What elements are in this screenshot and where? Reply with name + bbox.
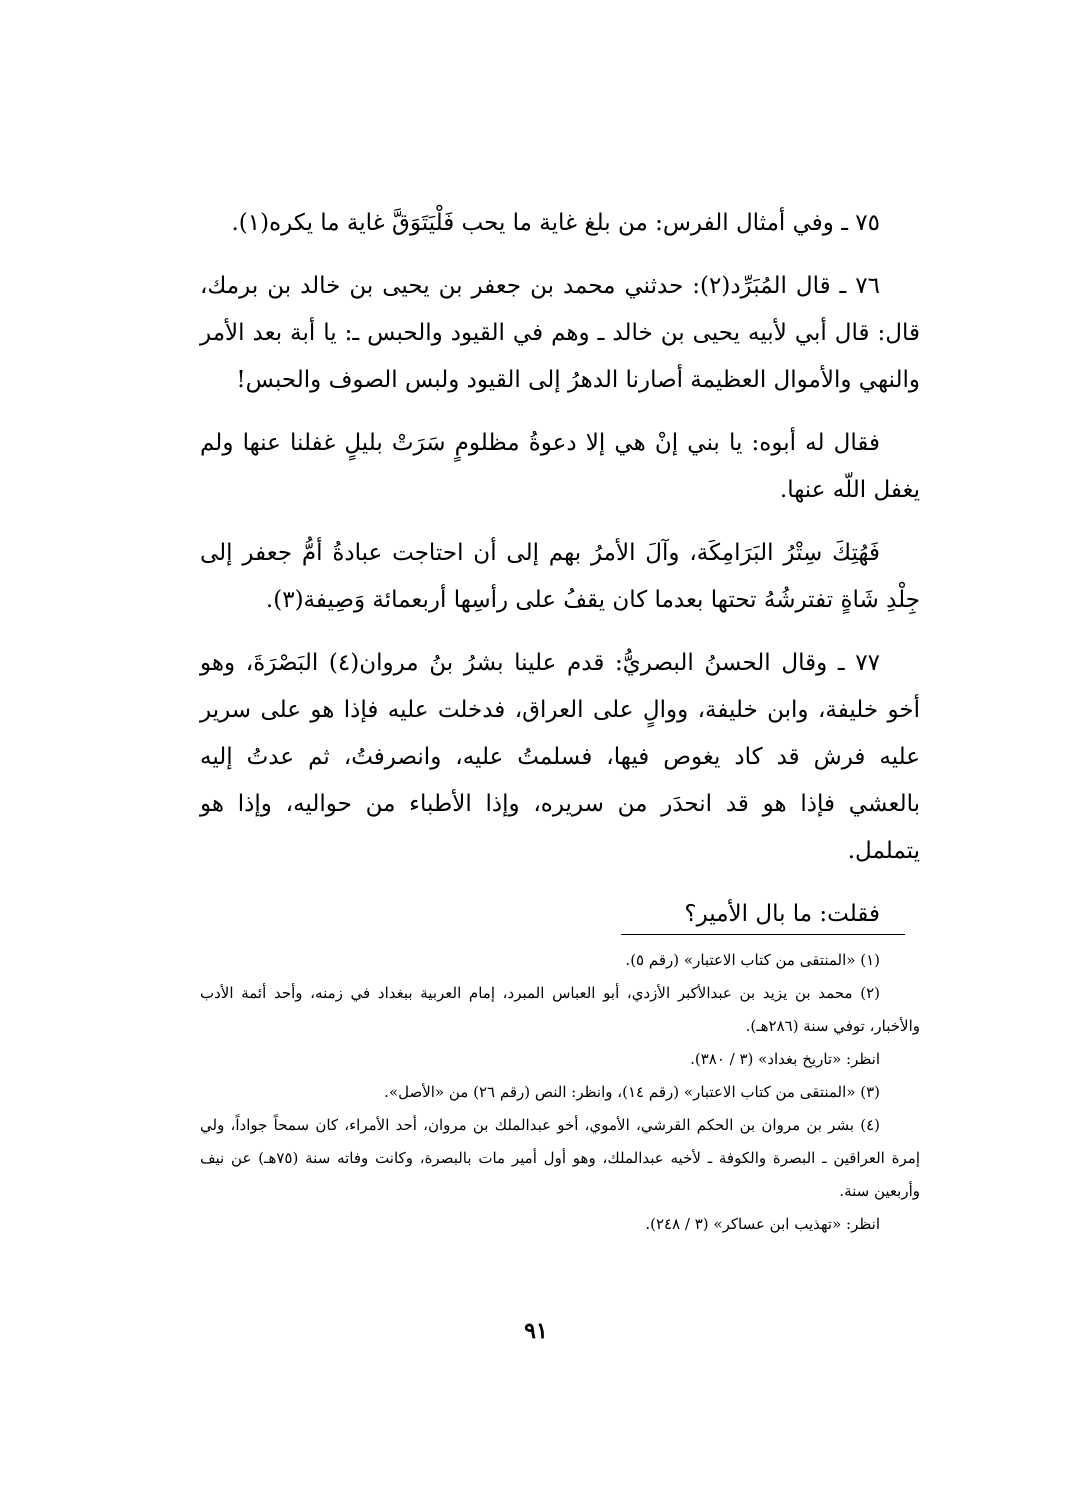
footnote-1: (١) «المنتقى من كتاب الاعتبار» (رقم ٥). <box>625 951 880 969</box>
footnote-4: (٤) بشر بن مروان بن الحكم القرشي، الأموي، أخو عبدالملك بن مروان، أحد الأمراء، كان سمحاً جواداً، ولي إمرة العراقين ـ البصرة والكوفة ـ لأخيه عبدالملك، وهو أول أمير مات بالبصرة، وكانت وفاته سنة (٧٥هـ) عن نيف وأربعين سنة. <box>200 1116 920 1200</box>
footnote-4-reference: انظر: «تهذيب ابن عساكر» (٣ / ٢٤٨). <box>645 1215 880 1233</box>
main-text <box>200 200 920 938</box>
page-number: ٩١ <box>524 1318 548 1344</box>
footnotes <box>200 944 920 1241</box>
paragraph-75: ٧٥ ـ وفي أمثال الفرس: من بلغ غاية ما يحب فَلْيَتَوَقَّ غاية ما يكره(١). <box>231 210 880 236</box>
paragraph-77: ٧٧ ـ وقال الحسنُ البصريُّ: قدم علينا بشرُ بنُ مروان(٤) البَصْرَةَ، وهو أخو خليفة، وابن خليفة، ووالٍ على العراق، فدخلت عليه فإذا هو على سرير عليه فرش قد كاد يغوص فيها، فسلمتُ عليه، وانصرفتُ، ثم عدتُ إليه بالعشي فإذا هو قد انحدَر من سريره، وإذا الأطباء من حواليه، وإذا هو يتململ. <box>200 650 920 864</box>
paragraph-76: ٧٦ ـ قال المُبَرِّد(٢): حدثني محمد بن جعفر بن يحيى بن خالد بن برمك، قال: قال أبي لأبيه يحيى بن خالد ـ وهم في القيود والحبس ـ: يا أبة بعد الأمر والنهي والأموال العظيمة أصارنا الدهرُ إلى القيود ولبس الصوف والحبس! <box>200 273 920 393</box>
footnote-3: (٣) «المنتقى من كتاب الاعتبار» (رقم ١٤)، وانظر: النص (رقم ٢٦) من «الأصل». <box>384 1083 880 1101</box>
footnote-divider <box>621 934 905 935</box>
paragraph-barmakids: فَهُتِكَ سِتْرُ البَرَامِكَة، وآلَ الأمرُ بهم إلى أن احتاجت عبادةُ أمُّ جعفر إلى جِلْدِ شَاةٍ تفترشُهُ تحتها بعدما كان يقفُ على رأسِها أربعمائة وَصِيفة(٣). <box>200 540 920 613</box>
footnote-2: (٢) محمد بن يزيد بن عبدالأكبر الأزدي، أبو العباس المبرد، إمام العربية ببغداد في زمنه، وأحد أئمة الأدب والأخبار، توفي سنة (٢٨٦هـ). <box>200 984 920 1035</box>
footnote-2-reference: انظر: «تاريخ بغداد» (٣ / ٣٨٠). <box>690 1050 880 1068</box>
paragraph-question: فقلت: ما بال الأمير؟ <box>684 901 880 927</box>
paragraph-father-reply: فقال له أبوه: يا بني إنْ هي إلا دعوةُ مظلومٍ سَرَتْ بليلٍ غفلنا عنها ولم يغفل اللّه عنها. <box>200 430 920 503</box>
